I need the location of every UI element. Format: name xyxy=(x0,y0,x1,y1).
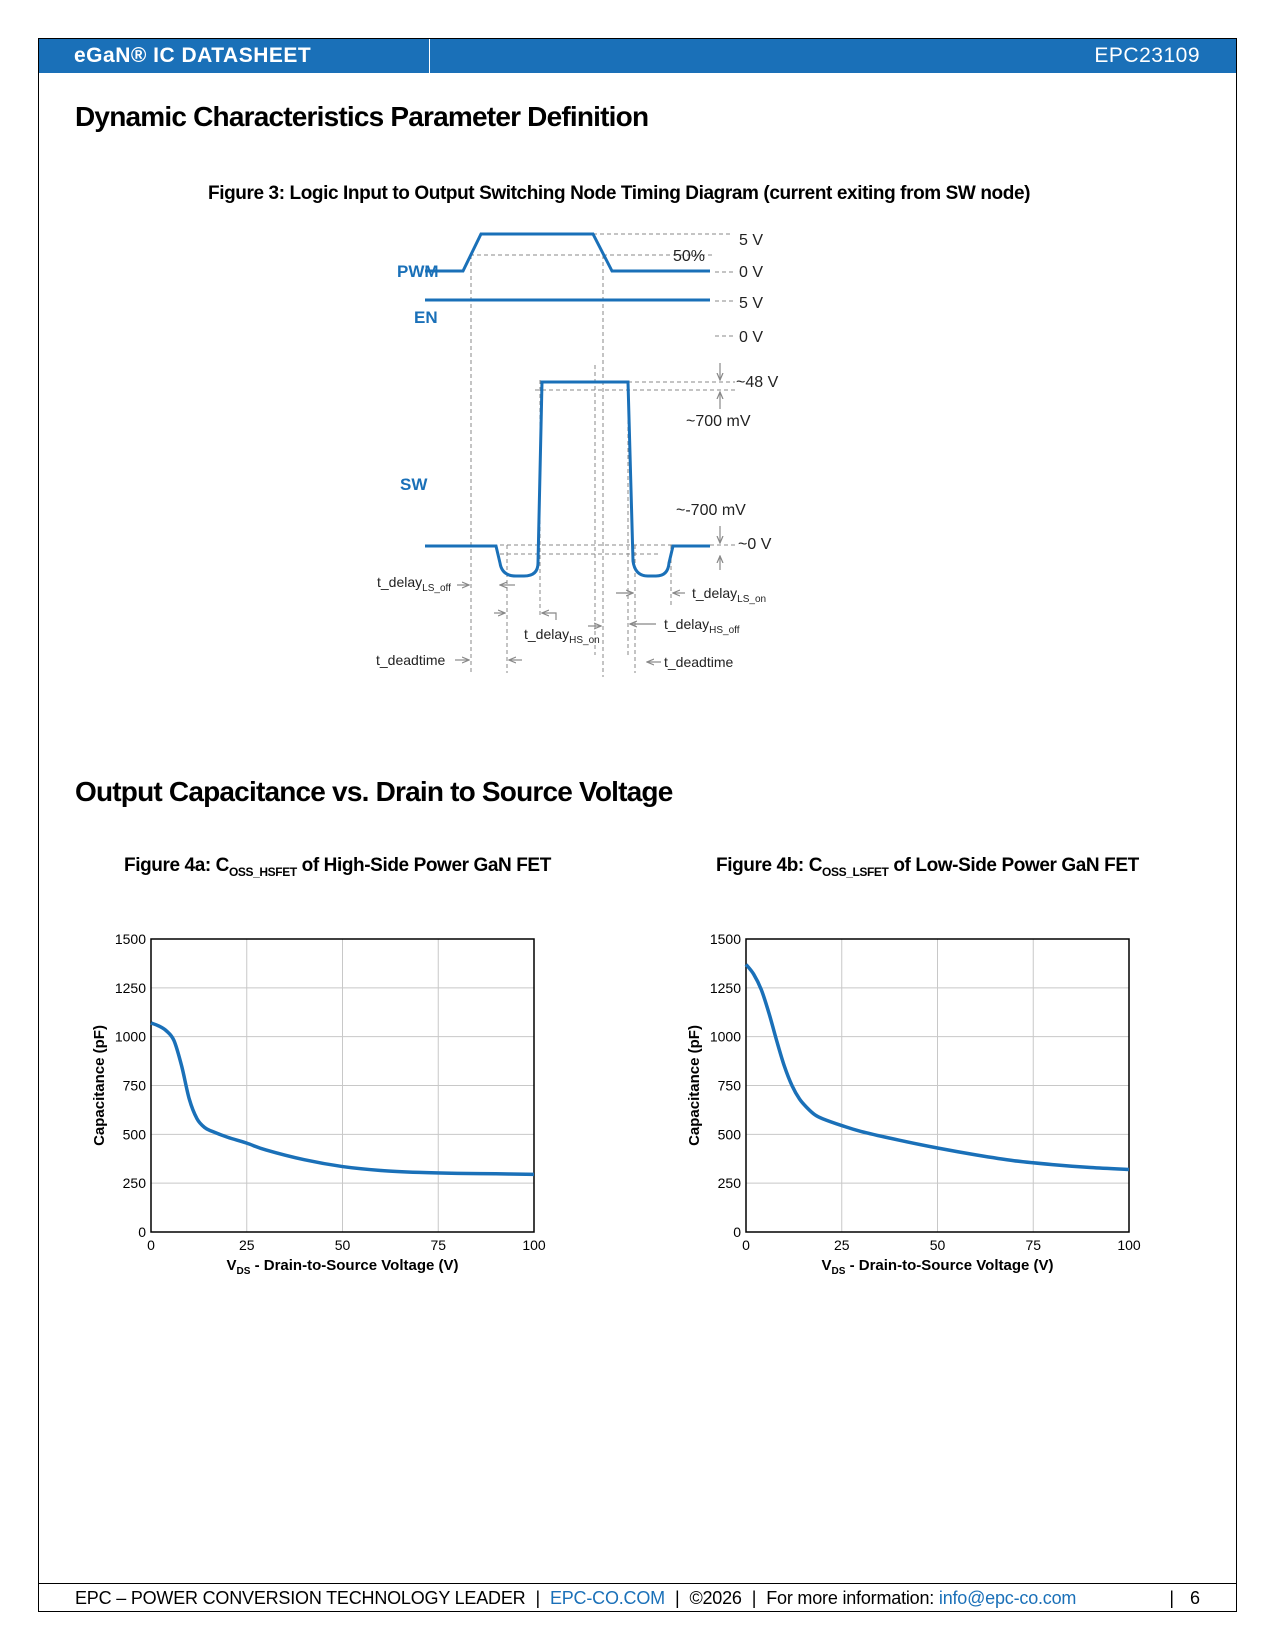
x-tick-label: 75 xyxy=(1025,1237,1042,1253)
sw-waveform xyxy=(425,382,710,576)
y-tick-label: 0 xyxy=(733,1224,741,1240)
footer-site-link[interactable]: EPC-CO.COM xyxy=(549,1588,665,1608)
waveforms xyxy=(425,234,710,576)
level-sw-48v: ~48 V xyxy=(736,374,779,391)
x-tick-label: 25 xyxy=(833,1237,850,1253)
section-title-capacitance: Output Capacitance vs. Drain to Source Voltage xyxy=(75,776,673,807)
x-axis-label: $V_{DS}$ - Drain-to-Source Voltage (V) xyxy=(226,1257,459,1277)
label-deadtime-right: t_deadtime xyxy=(664,654,734,670)
level-sw-0v: ~0 V xyxy=(738,536,772,553)
x-tick-label: 0 xyxy=(742,1237,750,1253)
level-700mv-top: ~700 mV xyxy=(686,413,751,430)
figure3-caption: Figure 3: Logic Input to Output Switching Node Timing Diagram (current exiting from SW node) xyxy=(208,183,1031,204)
header-divider xyxy=(429,39,430,73)
figure4b-caption: Figure 4b: $C_{OSS\_LSFET}$ of Low-Side Power GaN FET xyxy=(716,855,1139,879)
label-deadtime-left: t_deadtime xyxy=(376,652,446,668)
y-tick-label: 0 xyxy=(138,1224,146,1240)
signal-label-sw: SW xyxy=(400,475,428,494)
x-tick-label: 75 xyxy=(430,1237,447,1253)
y-tick-label: 500 xyxy=(717,1126,741,1143)
page-footer: EPC – POWER CONVERSION TECHNOLOGY LEADER | EPC-CO.COM | ©2026 | For more information: info@epc-co.com | 6 xyxy=(39,1583,1236,1612)
coss-lsfet-chart xyxy=(685,925,1175,1305)
y-tick-label: 1250 xyxy=(114,979,146,996)
header-title: eGaN® IC DATASHEET xyxy=(74,44,312,67)
level-pwm-0v: 0 V xyxy=(739,264,764,281)
y-tick-label: 1500 xyxy=(114,931,146,947)
level-700mv-bottom: ~-700 mV xyxy=(676,502,746,519)
x-tick-label: 0 xyxy=(147,1237,155,1253)
y-tick-label: 500 xyxy=(122,1126,146,1143)
y-tick-label: 250 xyxy=(122,1175,146,1192)
label-tdelay-ls-off: t_delay$_{LS\_off}$ xyxy=(377,574,451,594)
x-tick-label: 50 xyxy=(334,1237,351,1253)
x-tick-label: 50 xyxy=(929,1237,946,1253)
y-tick-label: 750 xyxy=(717,1077,741,1094)
footer-email-link[interactable]: info@epc-co.com xyxy=(938,1588,1077,1608)
page-number: 6 xyxy=(1189,1588,1200,1608)
label-tdelay-hs-on: t_delay$_{HS\_on}$ xyxy=(524,626,600,646)
y-tick-label: 1500 xyxy=(709,931,741,947)
x-tick-label: 100 xyxy=(522,1237,546,1253)
footer-text: EPC – POWER CONVERSION TECHNOLOGY LEADER | EPC-CO.COM | ©2026 | For more information: info@epc-co.com xyxy=(75,1588,1077,1608)
x-axis-label: $V_{DS}$ - Drain-to-Source Voltage (V) xyxy=(821,1257,1054,1277)
y-tick-label: 1000 xyxy=(114,1028,146,1045)
y-axis-label: Capacitance (pF) xyxy=(686,1025,703,1146)
level-en-0v: 0 V xyxy=(739,329,764,346)
signal-label-en: EN xyxy=(414,308,438,327)
y-axis-label: Capacitance (pF) xyxy=(91,1025,108,1146)
pwm-waveform xyxy=(425,234,710,271)
y-tick-label: 1000 xyxy=(709,1028,741,1045)
y-tick-label: 1250 xyxy=(709,979,741,996)
label-tdelay-hs-off: t_delay$_{HS\_off}$ xyxy=(664,616,740,636)
timing-arrows xyxy=(455,585,685,662)
y-tick-label: 750 xyxy=(122,1077,146,1094)
label-tdelay-ls-on: t_delay$_{LS\_on}$ xyxy=(692,585,767,605)
page-header xyxy=(39,39,1236,73)
figure4a-caption: Figure 4a: $C_{OSS\_HSFET}$ of High-Side Power GaN FET xyxy=(124,855,551,879)
section-title-dynamic: Dynamic Characteristics Parameter Definition xyxy=(75,101,649,132)
level-pwm-5v: 5 V xyxy=(739,232,764,249)
y-tick-label: 250 xyxy=(717,1175,741,1192)
part-number: EPC23109 xyxy=(1094,44,1200,67)
coss-hsfet-chart xyxy=(90,925,580,1305)
level-en-5v: 5 V xyxy=(739,295,764,312)
x-tick-label: 25 xyxy=(238,1237,255,1253)
x-tick-label: 100 xyxy=(1117,1237,1141,1253)
level-50pct: 50% xyxy=(673,248,706,265)
signal-label-pwm: PWM xyxy=(397,262,439,281)
timing-diagram xyxy=(360,225,840,715)
